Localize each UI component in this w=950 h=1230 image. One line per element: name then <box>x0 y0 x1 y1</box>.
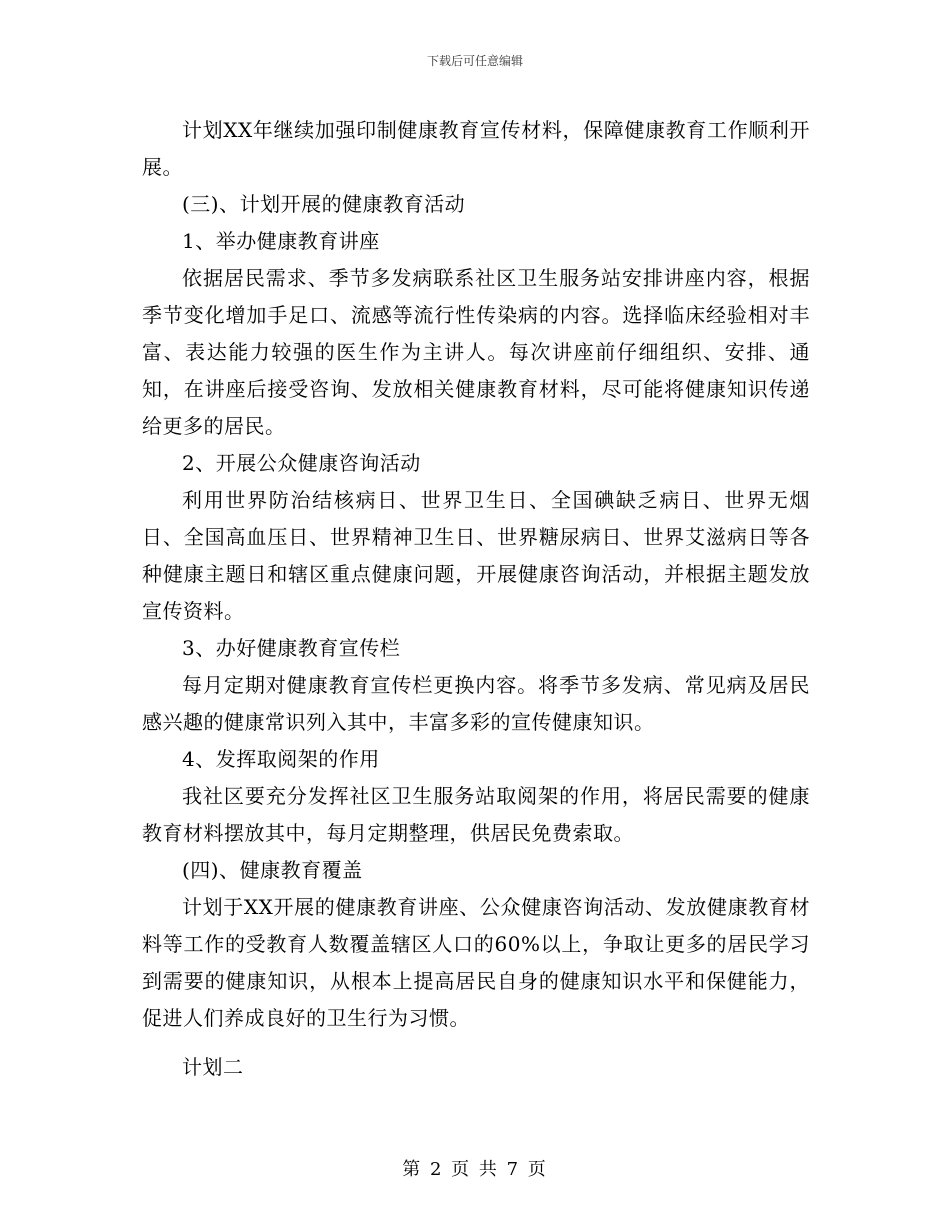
subsection-heading: 2、开展公众健康咨询活动 <box>182 451 421 475</box>
page-number: 第 2 页 共 7 页 <box>402 1159 548 1180</box>
section-heading: (三)、计划开展的健康教育活动 <box>182 192 466 216</box>
page-header: 下载后可任意编辑 <box>426 54 523 68</box>
subsection-heading: 1、举办健康教育讲座 <box>182 229 380 253</box>
subsection-heading: 4、发挥取阅架的作用 <box>182 747 380 771</box>
plan-heading: 计划二 <box>182 1055 244 1079</box>
paragraph: 依据居民需求、季节多发病联系社区卫生服务站安排讲座内容，根据季节变化增加手足口、流感等流行性传染病的内容。选择临床经验相对丰富、表达能力较强的医生作为主讲人。每次讲座前仔细组织、安排、通知，在讲座后接受咨询、发放相关健康教育材料，尽可能将健康知识传递给更多的居民。 <box>142 266 810 438</box>
paragraph: 我社区要充分发挥社区卫生服务站取阅架的作用，将居民需要的健康教育材料摆放其中，每月定期整理，供居民免费索取。 <box>142 784 810 845</box>
paragraph: 计划于XX开展的健康教育讲座、公众健康咨询活动、发放健康教育材料等工作的受教育人数覆盖辖区人口的60%以上，争取让更多的居民学习到需要的健康知识，从根本上提高居民自身的健康知识水平和保健能力，促进人们养成良好的卫生行为习惯。 <box>142 895 810 1030</box>
subsection-heading: 3、办好健康教育宣传栏 <box>182 636 401 660</box>
paragraph: 每月定期对健康教育宣传栏更换内容。将季节多发病、常见病及居民感兴趣的健康常识列入其中，丰富多彩的宣传健康知识。 <box>142 673 810 734</box>
document-body <box>142 112 810 1086</box>
section-heading: (四)、健康教育覆盖 <box>182 858 363 882</box>
paragraph: 计划XX年继续加强印制健康教育宣传材料，保障健康教育工作顺利开展。 <box>142 118 810 179</box>
paragraph: 利用世界防治结核病日、世界卫生日、全国碘缺乏病日、世界无烟日、全国高血压日、世界精神卫生日、世界糖尿病日、世界艾滋病日等各种健康主题日和辖区重点健康问题，开展健康咨询活动，并根据主题发放宣传资料。 <box>142 488 810 623</box>
